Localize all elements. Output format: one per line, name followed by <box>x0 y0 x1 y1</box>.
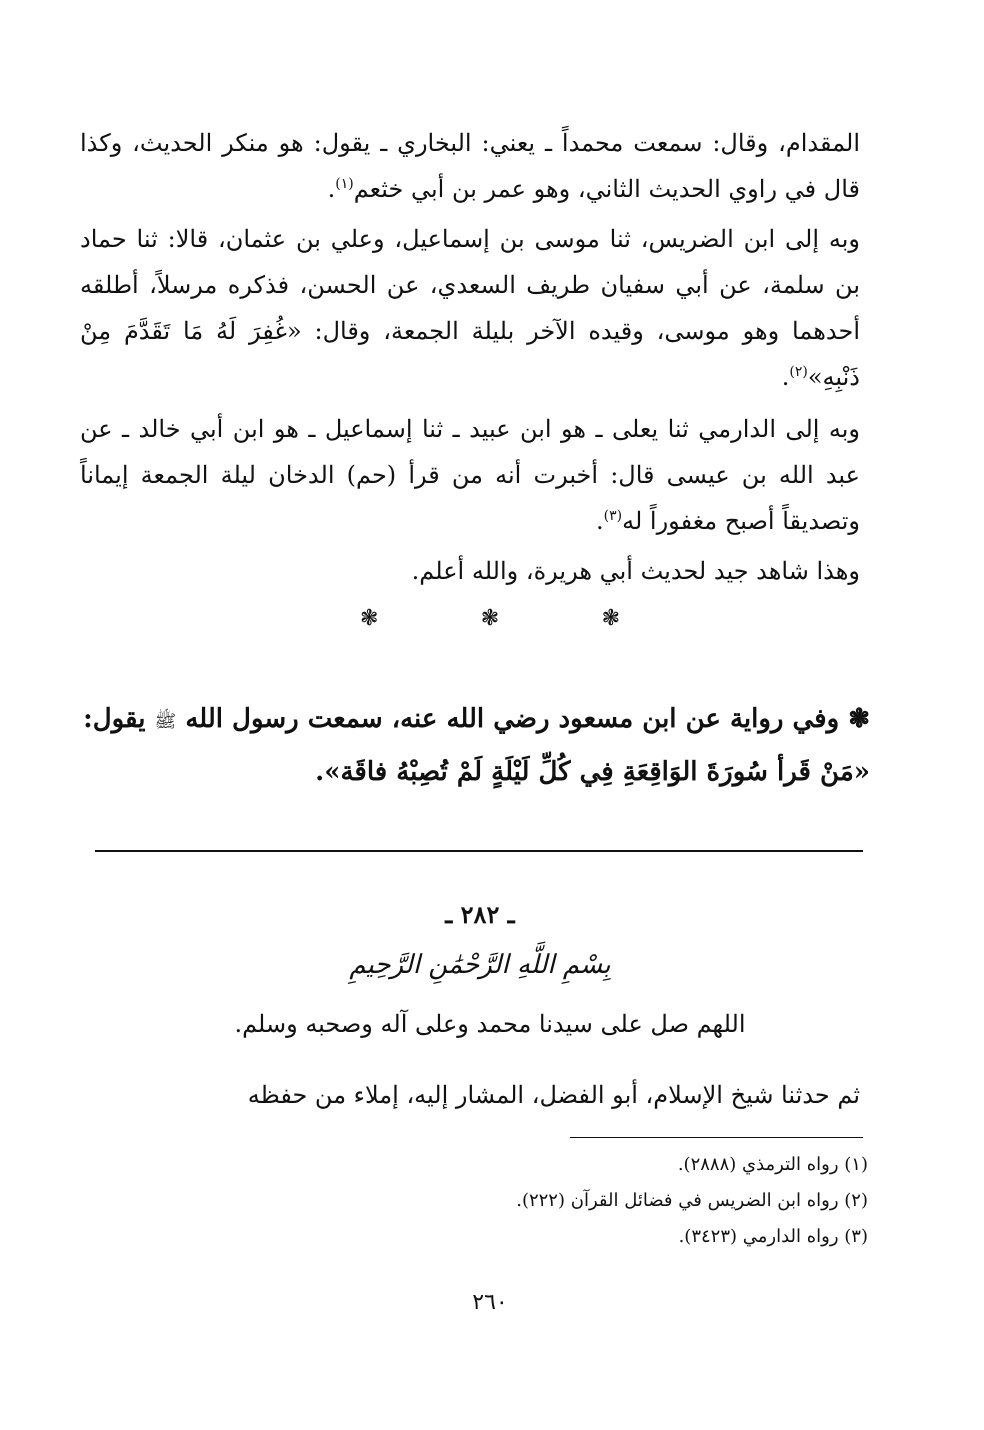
paragraph-2-text: وبه إلى ابن الضريس، ثنا موسى بن إسماعيل، وعلي بن عثمان، قالا: ثنا حماد بن سلمة، عن أبي سفيان طريف السعدي، عن الحسن، فذكره مرسلاً، أطلقه أحدهما وهو موسى، وقيده الآخر بليلة الجمعة، وقال: «غُفِرَ لَهُ مَا تَقَدَّمَ مِنْ ذَنْبِهِ» <box>80 225 861 391</box>
footnote-ref-3: (٣) <box>603 508 623 524</box>
horizontal-rule <box>95 850 863 852</box>
highlight-text-1: ❃ وفي رواية عن ابن مسعود رضي الله عنه، سمعت رسول الله <box>185 704 870 734</box>
footnote-ref-2: (٢) <box>789 364 808 380</box>
highlight-hadith <box>80 694 870 797</box>
paragraph-3-end: . <box>596 507 604 535</box>
footnote-2: (٢) رواه ابن الضريس في فضائل القرآن (٢٢٢). <box>516 1190 868 1211</box>
paragraph-3-text: وبه إلى الدارمي ثنا يعلى ـ هو ابن عبيد ـ ثنا إسماعيل ـ هو ابن أبي خالد ـ عن عبد الله بن عيسى قال: أخبرت أنه من قرأ (حم) الدخان ليلة الجمعة إيماناً وتصديقاً أصبح مغفوراً له <box>80 415 860 535</box>
pbuh-glyph: ﷺ <box>154 711 177 732</box>
section-separator <box>360 606 620 631</box>
basmala: بِسْمِ اللَّهِ الرَّحْمَٰنِ الرَّحِيمِ <box>349 950 611 980</box>
star-ornament-icon: ❃ <box>360 606 379 631</box>
section-number: ـ ٢٨٢ ـ <box>445 900 515 929</box>
footnote-3: (٣) رواه الدارمي (٣٤٢٣). <box>678 1226 868 1247</box>
paragraph-1-end: . <box>327 175 336 203</box>
page-number: ٢٦٠ <box>472 1290 508 1315</box>
paragraph-2-end: . <box>781 363 790 391</box>
star-ornament-icon: ❃ <box>601 606 620 631</box>
footnote-ref-1: (١) <box>335 176 354 192</box>
star-ornament-icon: ❃ <box>480 606 500 631</box>
paragraph-4: وهذا شاهد جيد لحديث أبي هريرة، والله أعلم. <box>411 557 860 585</box>
paragraph-3 <box>80 406 860 544</box>
prayer-line: اللهم صل على سيدنا محمد وعلى آله وصحبه وسلم. <box>234 1010 746 1038</box>
paragraph-2 <box>80 216 860 400</box>
paragraph-1 <box>80 120 860 212</box>
paragraph-5: ثم حدثنا شيخ الإسلام، أبو الفضل، المشار إليه، إملاء من حفظه <box>247 1081 860 1109</box>
footnote-divider <box>570 1137 863 1138</box>
paragraph-1-text: المقدام، وقال: سمعت محمداً ـ يعني: البخاري ـ يقول: هو منكر الحديث، وكذا قال في راوي الحديث الثاني، وهو عمر بن أبي خثعم <box>80 129 860 203</box>
highlight-text-2: يقول: «مَنْ قَرأ سُورَةَ الوَاقِعَةِ فِي كُلِّ لَيْلَةٍ لَمْ تُصِبْهُ فاقَة». <box>83 704 870 787</box>
footnote-1: (١) رواه الترمذي (٢٨٨٨). <box>677 1154 868 1175</box>
